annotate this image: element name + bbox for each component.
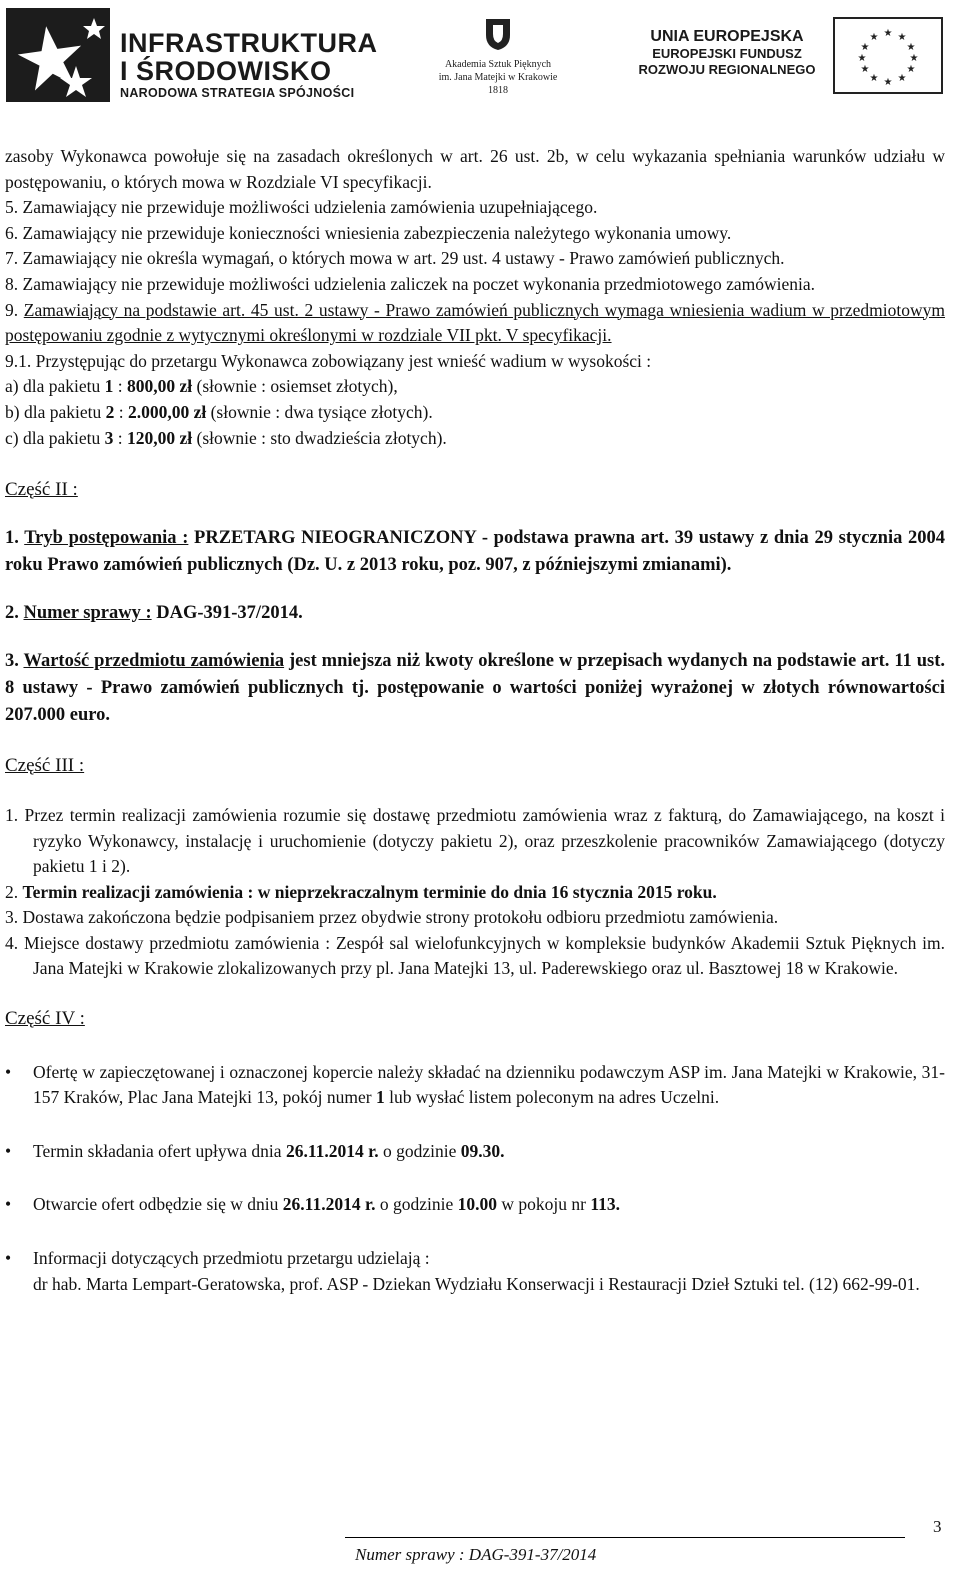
item-7: 7. Zamawiający nie określa wymagań, o których mowa w art. 29 ust. 4 ustawy - Prawo zamówień publicznych. bbox=[5, 248, 785, 269]
eu-stars-icon bbox=[835, 19, 941, 92]
svg-text:★: ★ bbox=[909, 53, 919, 64]
tryb-value: PRZETARG NIEOGRANICZONY - podstawa prawna art. 39 ustawy z dnia 29 stycznia 2004 roku Prawo zamówień publicznych (Dz. U. z 2013 roku, poz. 907, z późniejszymi zmianami). bbox=[5, 527, 945, 575]
bullet-text: w pokoju nr bbox=[497, 1194, 591, 1215]
item-9-number: 9. bbox=[5, 299, 24, 320]
section-heading-2-text: Część II : bbox=[5, 479, 78, 501]
wadium-words: (słownie : osiemset złotych), bbox=[192, 376, 398, 397]
footer-case-number: Numer sprawy : DAG-391-37/2014 bbox=[355, 1545, 597, 1564]
item-number: 3. bbox=[5, 651, 24, 672]
part2-item-2 bbox=[5, 601, 945, 627]
bullet-item-4 bbox=[5, 1246, 945, 1272]
part2-item-1 bbox=[5, 525, 945, 579]
deadline-time: 09.30. bbox=[460, 1140, 505, 1161]
wadium-amount: 800,00 zł bbox=[126, 376, 193, 397]
pakiet-label: a) dla pakietu bbox=[5, 376, 105, 397]
svg-text:★: ★ bbox=[883, 28, 893, 39]
part3-item-1: 1. Przez termin realizacji zamówienia rozumie się dostawę przedmiotu zamówienia wraz z fakturą, do Zamawiającego, na koszt i ryzyko Wykonawcy, instalację i uruchomienie (dotyczy pakietu 2), oraz przeszkolenie pracowników Zamawiającego (dotyczy pakietu 1 i 2). bbox=[5, 804, 945, 877]
termin-realizacji-text: Termin realizacji zamówienia : w nieprzekraczalnym terminie do dnia 16 stycznia 2015 roku. bbox=[22, 881, 717, 902]
logo-subtitle: NARODOWA STRATEGIA SPÓJNOŚCI bbox=[120, 86, 355, 100]
page-number: 3 bbox=[933, 1517, 942, 1536]
numer-sprawy-label: Numer sprawy : bbox=[23, 602, 152, 623]
asp-logo-line2: im. Jana Matejki w Krakowie bbox=[438, 72, 558, 83]
eu-text-line2: EUROPEJSKI FUNDUSZ bbox=[652, 46, 802, 61]
section-heading-3-text: Część III : bbox=[5, 755, 85, 777]
numer-sprawy-value: DAG-391-37/2014. bbox=[151, 602, 303, 623]
bullet-text: lub wysłać listem poleconym na adres Uczelni. bbox=[384, 1087, 720, 1108]
svg-text:★: ★ bbox=[869, 32, 879, 43]
bullet-item-1 bbox=[5, 1060, 945, 1111]
wartosc-label: Wartość przedmiotu zamówienia bbox=[23, 651, 285, 672]
part2-item-3 bbox=[5, 648, 945, 729]
pakiet-number: 1 bbox=[104, 376, 114, 397]
tryb-label: Tryb postępowania : bbox=[24, 527, 189, 548]
item-number: 1. bbox=[5, 527, 25, 548]
deadline-date: 26.11.2014 r. bbox=[285, 1140, 379, 1161]
section-heading-4 bbox=[5, 1006, 945, 1032]
logo-title-line2: I ŚRODOWISKO bbox=[120, 56, 332, 86]
room-number: 1 bbox=[375, 1087, 385, 1108]
section-heading-4-text: Część IV : bbox=[5, 1008, 85, 1030]
bullet-text: Informacji dotyczących przedmiotu przetargu udzielają : bbox=[33, 1248, 430, 1269]
svg-text:★: ★ bbox=[906, 42, 916, 53]
part3-item-3: 3. Dostawa zakończona będzie podpisaniem przez obydwie strony protokołu odbioru przedmiotu zamówienia. bbox=[5, 907, 779, 928]
contact-person: dr hab. Marta Lempart-Geratowska, prof. ASP - Dziekan Wydziału Konserwacji i Restauracji Dzieł Sztuki tel. (12) 662-99-01. bbox=[33, 1273, 920, 1294]
wartosc-value: jest mniejsza niż kwoty określone w przepisach wydanych na podstawie art. 11 ust. 8 ustawy - Prawo zamówień publicznych tj. postępowanie o wartości poniżej wyrażonej w złotych równowartości 207.000 euro. bbox=[5, 651, 945, 726]
document-body bbox=[5, 144, 945, 1297]
asp-logo-year: 1818 bbox=[488, 85, 508, 96]
section-heading-3 bbox=[5, 753, 945, 779]
wadium-amount: 120,00 zł bbox=[126, 427, 193, 448]
page-header bbox=[0, 0, 960, 105]
wadium-amount: 2.000,00 zł bbox=[127, 401, 207, 422]
bullet-text: Otwarcie ofert odbędzie się w dniu bbox=[33, 1194, 283, 1215]
bullet-icon: • bbox=[5, 1140, 12, 1161]
separator: : bbox=[114, 401, 128, 422]
wadium-pakiet-1 bbox=[5, 374, 945, 400]
bullet-item-3 bbox=[5, 1192, 945, 1218]
bullet-text: Ofertę w zapieczętowanej i oznaczonej kopercie należy składać na dzienniku podawczym ASP im. Jana Matejki w Krakowie, 31-157 Kraków, Plac Jana Matejki 13, pokój numer bbox=[33, 1061, 945, 1108]
pakiet-number: 2 bbox=[105, 401, 115, 422]
bullet-icon: • bbox=[5, 1061, 12, 1082]
section-heading-2 bbox=[5, 477, 945, 503]
room-number: 113. bbox=[590, 1194, 620, 1215]
svg-text:★: ★ bbox=[897, 73, 907, 84]
svg-text:★: ★ bbox=[869, 73, 879, 84]
eu-text-line3: ROZWOJU REGIONALNEGO bbox=[638, 62, 816, 77]
item-9-1: 9.1. Przystępując do przetargu Wykonawca zobowiązany jest wnieść wadium w wysokości : bbox=[5, 350, 652, 371]
logo-title-line1: INFRASTRUKTURA bbox=[120, 28, 378, 58]
asp-logo-line1: Akademia Sztuk Pięknych bbox=[444, 59, 552, 70]
item-5: 5. Zamawiający nie przewiduje możliwości udzielenia zamówienia uzupełniającego. bbox=[5, 197, 598, 218]
eu-flag-icon bbox=[833, 17, 943, 94]
item-number: 2. bbox=[5, 881, 23, 902]
bullet-text: o godzinie bbox=[378, 1140, 461, 1161]
bullet-icon: • bbox=[5, 1194, 12, 1215]
svg-text:★: ★ bbox=[857, 53, 867, 64]
footer-divider bbox=[345, 1537, 905, 1538]
wadium-pakiet-3 bbox=[5, 426, 945, 452]
pakiet-label: c) dla pakietu bbox=[5, 427, 105, 448]
bullet-item-2 bbox=[5, 1139, 945, 1165]
part3-item-4: 4. Miejsce dostawy przedmiotu zamówienia : Zespół sal wielofunkcyjnych w kompleksie budynków Akademii Sztuk Pięknych im. Jana Matejki w Krakowie zlokalizowanych przy pl. Jana Matejki 13, ul. Paderewskiego oraz ul. Basztowej 18 w Krakowie. bbox=[5, 932, 945, 979]
item-6: 6. Zamawiający nie przewiduje konieczności wniesienia zabezpieczenia należytego wykonania umowy. bbox=[5, 222, 732, 243]
eu-fund-text bbox=[632, 28, 822, 78]
paragraph-wykonawca-zasoby: zasoby Wykonawca powołuje się na zasadach określonych w art. 26 ust. 2b, w celu wykazania spełniania warunków udziału w postępowaniu, o których mowa w Rozdziale VI specyfikacji. bbox=[5, 146, 945, 192]
bullet-text: Termin składania ofert upływa dnia bbox=[33, 1140, 286, 1161]
shield-icon bbox=[484, 17, 512, 51]
eu-text-line1: UNIA EUROPEJSKA bbox=[650, 28, 804, 45]
wadium-words: (słownie : sto dwadzieścia złotych). bbox=[192, 427, 447, 448]
svg-text:★: ★ bbox=[883, 77, 893, 88]
wadium-pakiet-2 bbox=[5, 400, 945, 426]
separator: : bbox=[113, 427, 127, 448]
bullet-text: o godzinie bbox=[375, 1194, 458, 1215]
part3-item-2 bbox=[5, 880, 945, 906]
opening-date: 26.11.2014 r. bbox=[282, 1194, 376, 1215]
item-9 bbox=[5, 298, 945, 349]
pakiet-label: b) dla pakietu bbox=[5, 401, 106, 422]
wadium-words: (słownie : dwa tysiące złotych). bbox=[206, 401, 433, 422]
svg-text:★: ★ bbox=[860, 42, 870, 53]
pakiet-number: 3 bbox=[104, 427, 114, 448]
asp-krakow-logo bbox=[438, 15, 558, 100]
star-logo-icon bbox=[6, 8, 110, 102]
svg-text:★: ★ bbox=[897, 32, 907, 43]
infrastruktura-srodowisko-logo bbox=[2, 2, 378, 102]
opening-time: 10.00 bbox=[457, 1194, 497, 1215]
separator: : bbox=[113, 376, 127, 397]
svg-text:★: ★ bbox=[860, 64, 870, 75]
item-9-text: Zamawiający na podstawie art. 45 ust. 2 ustawy - Prawo zamówień publicznych wymaga wniesienia wadium w przedmiotowym postępowaniu zgodnie z wytycznymi określonymi w rozdziale VII pkt. V specyfikacji. bbox=[5, 299, 945, 346]
bullet-icon: • bbox=[5, 1248, 12, 1269]
svg-text:★: ★ bbox=[906, 64, 916, 75]
item-8: 8. Zamawiający nie przewiduje możliwości udzielenia zaliczek na poczet wykonania przedmiotowego zamówienia. bbox=[5, 273, 816, 294]
item-number: 2. bbox=[5, 602, 24, 623]
